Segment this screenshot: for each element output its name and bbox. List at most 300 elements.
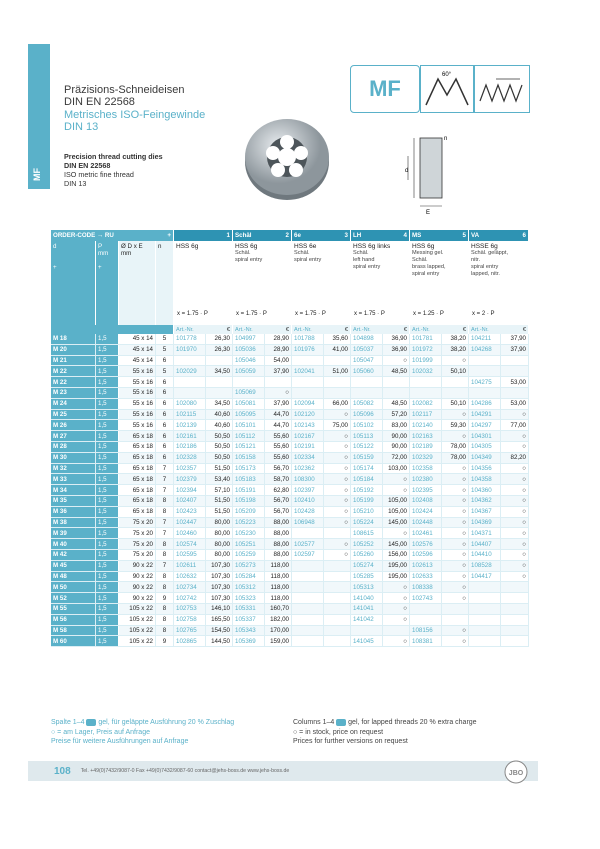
group-5 bbox=[410, 241, 469, 325]
price: 118,00 bbox=[265, 561, 292, 571]
dimensions: 65 x 18 bbox=[119, 485, 156, 495]
dimensions: 90 x 22 bbox=[119, 561, 156, 571]
table-row bbox=[51, 572, 529, 583]
article-number: 141045 bbox=[351, 636, 383, 646]
dimensions: 55 x 16 bbox=[119, 366, 156, 376]
price bbox=[324, 582, 351, 592]
thread-size: M 55 bbox=[51, 604, 96, 614]
article-number bbox=[410, 604, 442, 614]
table-row bbox=[51, 496, 529, 507]
price: 107,30 bbox=[206, 582, 233, 592]
article-number: 102394 bbox=[174, 485, 206, 495]
price: 55,60 bbox=[265, 453, 292, 463]
table-row bbox=[51, 518, 529, 529]
pitch: 1,5 bbox=[96, 399, 119, 409]
price: 28,90 bbox=[265, 345, 292, 355]
table-row bbox=[51, 356, 529, 367]
article-number: 102407 bbox=[174, 496, 206, 506]
article-number: 102576 bbox=[410, 539, 442, 549]
table-row bbox=[51, 410, 529, 421]
group-2-head: HSS 6g bbox=[235, 243, 258, 250]
article-number: 105036 bbox=[233, 345, 265, 355]
group-4-head: HSS 6g links bbox=[353, 243, 391, 250]
pitch: 1,5 bbox=[96, 626, 119, 636]
price: ○ bbox=[501, 572, 529, 582]
price: ○ bbox=[501, 474, 529, 484]
price: 53,40 bbox=[206, 474, 233, 484]
article-number: 102758 bbox=[174, 615, 206, 625]
price: 118,00 bbox=[265, 572, 292, 582]
table-row bbox=[51, 485, 529, 496]
art-label: Art.-Nr. bbox=[294, 326, 312, 333]
article-number: 101976 bbox=[292, 345, 324, 355]
price: 105,00 bbox=[383, 496, 410, 506]
eur-label: € bbox=[285, 326, 289, 333]
price: 59,30 bbox=[442, 420, 469, 430]
price: ○ bbox=[442, 561, 469, 571]
table-body bbox=[51, 334, 529, 647]
thread-size: M 22 bbox=[51, 377, 96, 387]
article-number: 102397 bbox=[292, 485, 324, 495]
article-number: 102082 bbox=[410, 399, 442, 409]
price: ○ bbox=[501, 528, 529, 538]
art-header-cell bbox=[351, 325, 410, 334]
article-number: 104297 bbox=[469, 420, 501, 430]
article-number: 105183 bbox=[233, 474, 265, 484]
price: ○ bbox=[383, 593, 410, 603]
article-number bbox=[292, 582, 324, 592]
article-number bbox=[469, 626, 501, 636]
article-number: 102032 bbox=[410, 366, 442, 376]
article-number bbox=[292, 561, 324, 571]
article-number: 105096 bbox=[351, 410, 383, 420]
dimensions: 105 x 22 bbox=[119, 604, 156, 614]
price: 146,10 bbox=[206, 604, 233, 614]
group-5-formula: x = 1.25 · P bbox=[413, 311, 444, 317]
group-1-formula: x = 1.75 · P bbox=[177, 311, 208, 317]
price: ○ bbox=[324, 496, 351, 506]
price: 48,50 bbox=[383, 366, 410, 376]
title-en-2: DIN EN 22568 bbox=[64, 161, 111, 170]
article-number: 105323 bbox=[233, 593, 265, 603]
pitch: 1,5 bbox=[96, 474, 119, 484]
art-label: Art.-Nr. bbox=[471, 326, 489, 333]
article-number: 105122 bbox=[351, 442, 383, 452]
article-number: 104211 bbox=[469, 334, 501, 344]
price: 118,00 bbox=[265, 593, 292, 603]
dimension-drawing-icon bbox=[398, 128, 470, 216]
article-number bbox=[469, 636, 501, 646]
article-number bbox=[292, 572, 324, 582]
title-de-3: Metrisches ISO-Feingewinde bbox=[64, 109, 206, 121]
n-value: 8 bbox=[156, 507, 174, 517]
n-value: 7 bbox=[156, 528, 174, 538]
article-number: 105102 bbox=[351, 420, 383, 430]
price bbox=[442, 388, 469, 398]
price: ○ bbox=[501, 442, 529, 452]
price bbox=[324, 528, 351, 538]
article-number: 105081 bbox=[233, 399, 265, 409]
article-number: 105284 bbox=[233, 572, 265, 582]
article-number: 104407 bbox=[469, 539, 501, 549]
dimensions: 105 x 22 bbox=[119, 636, 156, 646]
notes-de bbox=[51, 718, 234, 747]
table-row bbox=[51, 453, 529, 464]
price: ○ bbox=[383, 356, 410, 366]
note-en-1b: gel, for lapped threads 20 % extra charge bbox=[348, 719, 477, 726]
col-dxe bbox=[119, 241, 156, 325]
price: 54,00 bbox=[265, 356, 292, 366]
price: ○ bbox=[501, 431, 529, 441]
price: 88,00 bbox=[265, 550, 292, 560]
pitch: 1,5 bbox=[96, 582, 119, 592]
col-header-3-num: 3 bbox=[344, 232, 348, 239]
col-header-4-label: LH bbox=[353, 232, 362, 239]
thread-size: M 60 bbox=[51, 636, 96, 646]
article-number bbox=[351, 388, 383, 398]
dim-n-label: n bbox=[444, 136, 448, 142]
article-number: 105082 bbox=[351, 399, 383, 409]
type-badge: MF bbox=[350, 65, 420, 113]
price bbox=[324, 377, 351, 387]
article-number bbox=[351, 626, 383, 636]
article-number: 102633 bbox=[410, 572, 442, 582]
price: ○ bbox=[442, 572, 469, 582]
dimensions: 75 x 20 bbox=[119, 550, 156, 560]
n-value: 6 bbox=[156, 377, 174, 387]
article-number: 102139 bbox=[174, 420, 206, 430]
article-number: 102334 bbox=[292, 453, 324, 463]
article-number: 108156 bbox=[410, 626, 442, 636]
article-number bbox=[292, 356, 324, 366]
article-number: 105047 bbox=[351, 356, 383, 366]
price: 156,00 bbox=[383, 550, 410, 560]
table-row bbox=[51, 561, 529, 572]
table-row bbox=[51, 420, 529, 431]
art-header-cell bbox=[233, 325, 292, 334]
die-photo-icon bbox=[242, 112, 332, 202]
article-number: 105192 bbox=[351, 485, 383, 495]
price: ○ bbox=[324, 442, 351, 452]
price: 44,70 bbox=[265, 420, 292, 430]
article-number: 108338 bbox=[410, 582, 442, 592]
pitch: 1,5 bbox=[96, 518, 119, 528]
price: 50,10 bbox=[442, 366, 469, 376]
note-en-3: Prices for further versions on request bbox=[293, 738, 408, 745]
article-number: 102029 bbox=[174, 366, 206, 376]
price: 83,00 bbox=[383, 420, 410, 430]
article-number: 105159 bbox=[351, 453, 383, 463]
article-number: 102094 bbox=[292, 399, 324, 409]
article-number: 141040 bbox=[351, 593, 383, 603]
article-number bbox=[469, 615, 501, 625]
article-number: 102115 bbox=[174, 410, 206, 420]
article-number bbox=[174, 377, 206, 387]
price: ○ bbox=[383, 604, 410, 614]
art-label: Art.-Nr. bbox=[176, 326, 194, 333]
price: 51,50 bbox=[206, 496, 233, 506]
article-number: 105224 bbox=[351, 518, 383, 528]
article-number bbox=[292, 377, 324, 387]
n-value: 8 bbox=[156, 496, 174, 506]
article-number: 141042 bbox=[351, 615, 383, 625]
article-number: 102743 bbox=[410, 593, 442, 603]
n-value: 7 bbox=[156, 518, 174, 528]
pitch: 1,5 bbox=[96, 431, 119, 441]
pitch: 1,5 bbox=[96, 507, 119, 517]
dimensions: 55 x 16 bbox=[119, 388, 156, 398]
price: 182,00 bbox=[265, 615, 292, 625]
group-3-formula: x = 1.75 · P bbox=[295, 311, 326, 317]
price: 56,70 bbox=[265, 464, 292, 474]
price: 159,00 bbox=[265, 636, 292, 646]
group-3 bbox=[292, 241, 351, 325]
n-value: 7 bbox=[156, 464, 174, 474]
price: ○ bbox=[324, 507, 351, 517]
note-de-1b: gel, für geläppte Ausführung 20 % Zuschlag bbox=[98, 719, 235, 726]
angle-label: 60° bbox=[442, 72, 452, 78]
side-tab bbox=[28, 44, 50, 189]
article-number: 102447 bbox=[174, 518, 206, 528]
pitch: 1,5 bbox=[96, 572, 119, 582]
price bbox=[206, 377, 233, 387]
table-row bbox=[51, 399, 529, 410]
article-number: 104356 bbox=[469, 464, 501, 474]
dimensions: 65 x 18 bbox=[119, 507, 156, 517]
pitch: 1,5 bbox=[96, 496, 119, 506]
article-number: 101788 bbox=[292, 334, 324, 344]
n-value: 9 bbox=[156, 593, 174, 603]
article-number: 105046 bbox=[233, 356, 265, 366]
pitch: 1,5 bbox=[96, 356, 119, 366]
col-header-1 bbox=[174, 230, 233, 241]
dimensions: 75 x 20 bbox=[119, 518, 156, 528]
n-value: 6 bbox=[156, 442, 174, 452]
group-1 bbox=[174, 241, 233, 325]
art-header-row bbox=[51, 325, 529, 334]
article-number: 105343 bbox=[233, 626, 265, 636]
group-6-head: HSSE 6g bbox=[471, 243, 498, 250]
pitch: 1,5 bbox=[96, 636, 119, 646]
article-number: 101778 bbox=[174, 334, 206, 344]
article-number: 105260 bbox=[351, 550, 383, 560]
price: 37,90 bbox=[501, 334, 529, 344]
n-value: 5 bbox=[156, 334, 174, 344]
article-number: 104349 bbox=[469, 453, 501, 463]
thread-size: M 56 bbox=[51, 615, 96, 625]
thread-size: M 18 bbox=[51, 334, 96, 344]
group-6 bbox=[469, 241, 529, 325]
price bbox=[501, 636, 529, 646]
price: ○ bbox=[442, 474, 469, 484]
price: ○ bbox=[442, 582, 469, 592]
dimensions: 55 x 16 bbox=[119, 420, 156, 430]
article-number: 104371 bbox=[469, 528, 501, 538]
price bbox=[442, 377, 469, 387]
price bbox=[324, 593, 351, 603]
group-5-head: HSS 6g bbox=[412, 243, 435, 250]
price: 82,20 bbox=[501, 453, 529, 463]
dimensions: 55 x 16 bbox=[119, 399, 156, 409]
thread-size: M 33 bbox=[51, 474, 96, 484]
col-p-plus: + bbox=[98, 264, 102, 271]
dimensions: 105 x 22 bbox=[119, 615, 156, 625]
price: 78,00 bbox=[442, 453, 469, 463]
article-number: 104362 bbox=[469, 496, 501, 506]
price bbox=[324, 561, 351, 571]
price: 88,00 bbox=[265, 518, 292, 528]
price: ○ bbox=[501, 410, 529, 420]
article-number bbox=[292, 528, 324, 538]
table-row bbox=[51, 626, 529, 637]
table-row bbox=[51, 377, 529, 388]
price: ○ bbox=[324, 431, 351, 441]
price: ○ bbox=[501, 507, 529, 517]
price: 145,00 bbox=[383, 539, 410, 549]
group-4-sub: Schäl. left hand spiral entry bbox=[353, 250, 381, 270]
pitch: 1,5 bbox=[96, 442, 119, 452]
price: ○ bbox=[442, 593, 469, 603]
price: ○ bbox=[501, 485, 529, 495]
price: ○ bbox=[501, 518, 529, 528]
price: ○ bbox=[442, 464, 469, 474]
price: 103,00 bbox=[383, 464, 410, 474]
dim-d-label: d bbox=[405, 168, 409, 174]
price: 144,50 bbox=[206, 636, 233, 646]
article-number bbox=[469, 593, 501, 603]
article-number: 102395 bbox=[410, 485, 442, 495]
price: 53,00 bbox=[501, 377, 529, 387]
footer bbox=[28, 761, 538, 781]
pitch: 1,5 bbox=[96, 615, 119, 625]
art-header-spacer bbox=[51, 325, 174, 334]
thread-size: M 22 bbox=[51, 366, 96, 376]
article-number: 102328 bbox=[174, 453, 206, 463]
dimensions: 65 x 18 bbox=[119, 474, 156, 484]
price: 56,70 bbox=[265, 507, 292, 517]
dimensions: 65 x 18 bbox=[119, 442, 156, 452]
group-5-sub: Messing gel. Schäl. brass lapped, spiral entry bbox=[412, 250, 446, 277]
price: 57,10 bbox=[206, 485, 233, 495]
price bbox=[442, 604, 469, 614]
price: ○ bbox=[442, 518, 469, 528]
price: 51,00 bbox=[324, 366, 351, 376]
article-number: 102163 bbox=[410, 431, 442, 441]
art-header-cell bbox=[174, 325, 233, 334]
note-en-2: ○ = in stock, price on request bbox=[293, 728, 384, 736]
col-header-3 bbox=[292, 230, 351, 241]
price: 37,90 bbox=[265, 366, 292, 376]
art-label: Art.-Nr. bbox=[353, 326, 371, 333]
article-number: 105230 bbox=[233, 528, 265, 538]
article-number: 105285 bbox=[351, 572, 383, 582]
col-header-1-num: 1 bbox=[226, 232, 230, 239]
article-number: 105095 bbox=[233, 410, 265, 420]
price: 62,80 bbox=[265, 485, 292, 495]
n-value: 6 bbox=[156, 399, 174, 409]
price: 26,30 bbox=[206, 345, 233, 355]
title-de-4: DIN 13 bbox=[64, 121, 99, 133]
thread-size: M 27 bbox=[51, 431, 96, 441]
article-number: 104358 bbox=[469, 474, 501, 484]
article-number: 102611 bbox=[174, 561, 206, 571]
group-4-formula: x = 1.75 · P bbox=[354, 311, 385, 317]
price: 75,00 bbox=[324, 420, 351, 430]
article-number: 105158 bbox=[233, 453, 265, 463]
n-value: 8 bbox=[156, 539, 174, 549]
article-number bbox=[410, 388, 442, 398]
article-number: 102753 bbox=[174, 604, 206, 614]
price: ○ bbox=[324, 550, 351, 560]
price: 72,00 bbox=[383, 453, 410, 463]
article-number: 105331 bbox=[233, 604, 265, 614]
dimensions: 105 x 22 bbox=[119, 626, 156, 636]
art-header-cell bbox=[292, 325, 351, 334]
article-number bbox=[233, 377, 265, 387]
article-number: 105273 bbox=[233, 561, 265, 571]
price bbox=[324, 626, 351, 636]
table-row bbox=[51, 334, 529, 345]
article-number: 105198 bbox=[233, 496, 265, 506]
article-number bbox=[174, 388, 206, 398]
article-number: 101999 bbox=[410, 356, 442, 366]
article-number: 105199 bbox=[351, 496, 383, 506]
article-number: 105369 bbox=[233, 636, 265, 646]
price: ○ bbox=[324, 518, 351, 528]
price: ○ bbox=[442, 528, 469, 538]
thread-size: M 25 bbox=[51, 410, 96, 420]
eur-label: € bbox=[344, 326, 348, 333]
thread-size: M 30 bbox=[51, 453, 96, 463]
price: 41,00 bbox=[324, 345, 351, 355]
article-number: 105174 bbox=[351, 464, 383, 474]
article-number: 108528 bbox=[469, 561, 501, 571]
price: 195,00 bbox=[383, 572, 410, 582]
price: 145,00 bbox=[383, 518, 410, 528]
thread-size: M 48 bbox=[51, 572, 96, 582]
col-header-2-label: Schäl bbox=[235, 232, 252, 239]
price: ○ bbox=[324, 410, 351, 420]
thread-size: M 28 bbox=[51, 442, 96, 452]
col-header-3-label: 6e bbox=[294, 232, 301, 239]
lapped-icon-en bbox=[336, 719, 346, 726]
notes-en bbox=[293, 718, 477, 747]
group-3-sub: Schäl. spiral entry bbox=[294, 250, 322, 263]
article-number: 104369 bbox=[469, 518, 501, 528]
article-number: 104360 bbox=[469, 485, 501, 495]
price: ○ bbox=[324, 539, 351, 549]
price bbox=[501, 604, 529, 614]
article-number: 102080 bbox=[174, 399, 206, 409]
group-2-sub: Schäl. spiral entry bbox=[235, 250, 263, 263]
price: 35,60 bbox=[324, 334, 351, 344]
price: 78,00 bbox=[442, 442, 469, 452]
price: 90,00 bbox=[383, 431, 410, 441]
article-number: 104417 bbox=[469, 572, 501, 582]
article-number bbox=[292, 604, 324, 614]
price bbox=[265, 377, 292, 387]
article-number: 108615 bbox=[351, 528, 383, 538]
price: 37,90 bbox=[501, 345, 529, 355]
thread-size: M 42 bbox=[51, 550, 96, 560]
article-number: 102186 bbox=[174, 442, 206, 452]
price bbox=[442, 615, 469, 625]
price bbox=[383, 626, 410, 636]
article-number: 102189 bbox=[410, 442, 442, 452]
article-number bbox=[469, 604, 501, 614]
price: 53,00 bbox=[501, 399, 529, 409]
col-header-4 bbox=[351, 230, 410, 241]
